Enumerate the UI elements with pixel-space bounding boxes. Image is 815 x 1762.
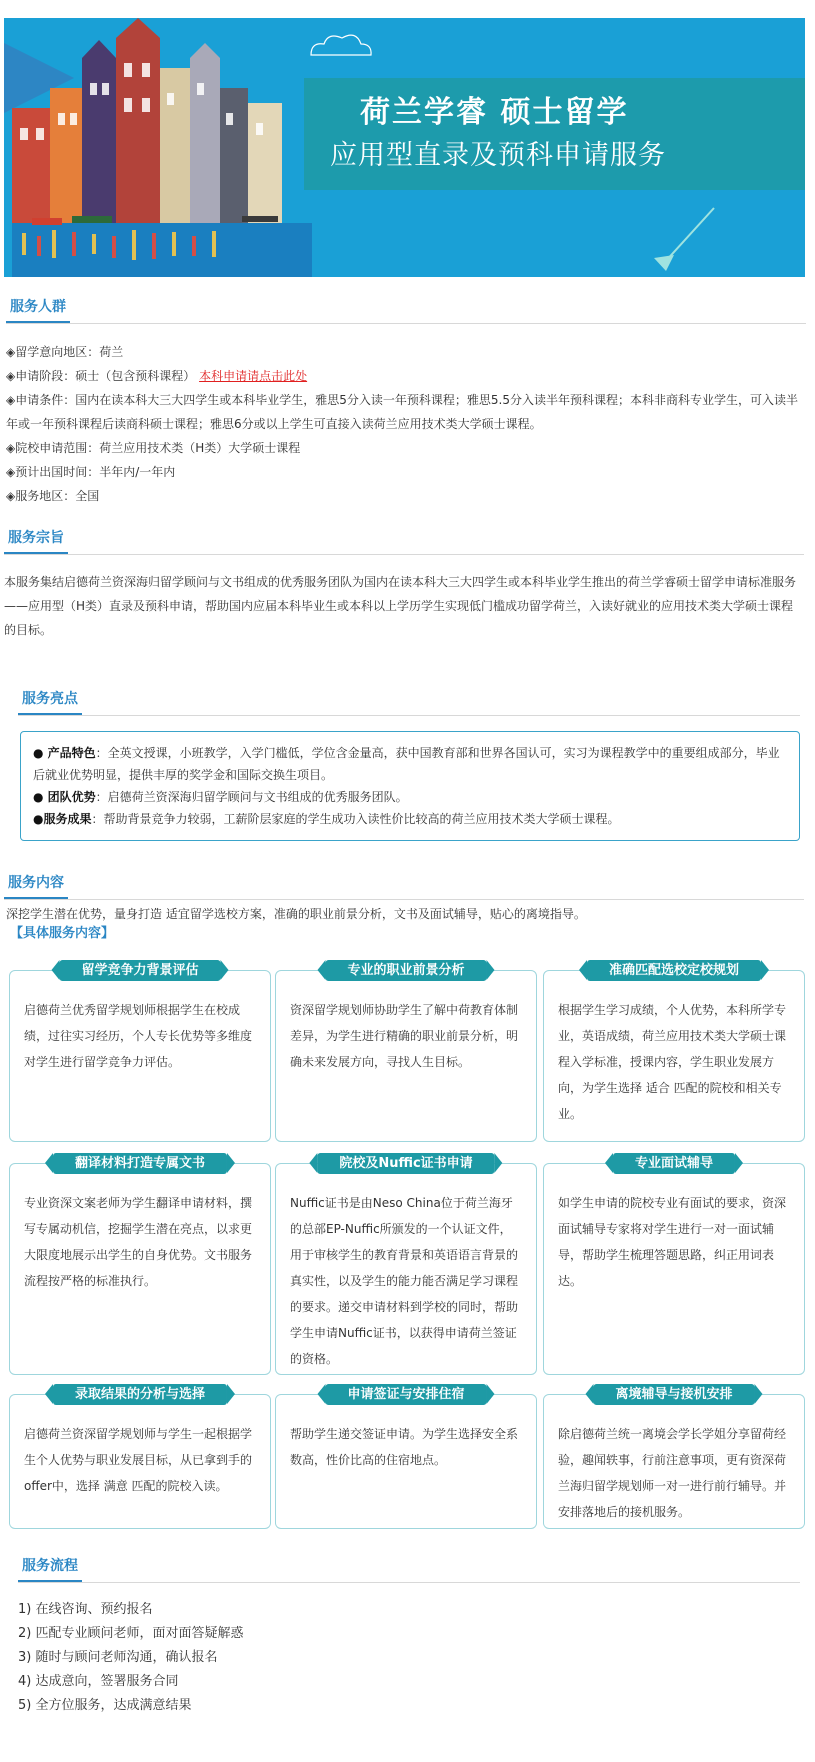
process-step: 3) 随时与顾问老师沟通，确认报名	[18, 1650, 218, 1665]
section-highlights-heading: 服务亮点	[18, 688, 800, 716]
amsterdam-houses-illustration	[12, 18, 312, 277]
audience-list	[6, 340, 806, 508]
service-card	[9, 963, 271, 1142]
process-step: 2) 匹配专业顾问老师，面对面答疑解惑	[18, 1626, 244, 1641]
highlight-item: ● 产品特色：全英文授课，小班教学，入学门槛低，学位含金量高，获中国教育部和世界各国认可，实习为课程教学中的重要组成部分，毕业后就业优势明显，提供丰厚的奖学金和国际交换生项目。	[33, 746, 780, 782]
section-content-heading: 服务内容	[4, 872, 804, 900]
highlight-item: ● 团队优势：启德荷兰资深海归留学顾问与文书组成的优秀服务团队。	[33, 790, 408, 804]
service-card-title: 专业的职业前景分析	[325, 960, 486, 981]
service-card	[543, 963, 805, 1142]
service-card	[275, 1387, 537, 1529]
service-card-title: 申请签证与安排住宿	[325, 1384, 486, 1405]
audience-item: ◈申请条件：国内在读本科大三大四学生或本科毕业学生，雅思5分入读一年预科课程；雅思5.5分入读半年预科课程；本科非商科专业学生，可入读半年或一年预科课程后读商科硕士课程；雅思6分或以上学生可直接入读荷兰应用技术类大学硕士课程。	[6, 393, 798, 431]
banner-subtitle: 应用型直录及预科申请服务	[330, 140, 666, 171]
service-card-body: 启德荷兰优秀留学规划师根据学生在校成绩，过往实习经历，个人专长优势等多维度对学生进行留学竞争力评估。	[24, 1003, 253, 1069]
service-card	[275, 1156, 537, 1375]
purpose-text: 本服务集结启德荷兰资深海归留学顾问与文书组成的优秀服务团队为国内在读本科大三大四学生或本科毕业学生推出的荷兰学睿硕士留学申请标准服务——应用型（H类）直录及预科申请，帮助国内应届本科毕业生或本科以上学历学生实现低门槛成功留学荷兰，入读好就业的应用技术类大学硕士课程的目标。	[4, 575, 797, 637]
service-card-title: 准确匹配选校定校规划	[587, 960, 761, 981]
audience-item: ◈院校申请范围：荷兰应用技术类（H类）大学硕士课程	[6, 441, 301, 455]
cloud-decoration	[306, 30, 376, 60]
banner-title: 荷兰学睿 硕士留学	[360, 95, 629, 130]
content-sub-label: 【具体服务内容】	[10, 926, 115, 941]
hero-banner	[4, 18, 805, 277]
service-card	[543, 1387, 805, 1529]
highlight-item: ●服务成果：帮助背景竞争力较弱，工薪阶层家庭的学生成功入读性价比较高的荷兰应用技术类大学硕士课程。	[33, 812, 620, 826]
service-card-body: 启德荷兰资深留学规划师与学生一起根据学生个人优势与职业发展目标，从已拿到手的offer中，选择 满意 匹配的院校入读。	[24, 1427, 253, 1493]
service-card-body: 如学生申请的院校专业有面试的要求，资深面试辅导专家将对学生进行一对一面试辅导，帮助学生梳理答题思路，纠正用词表达。	[558, 1196, 787, 1288]
audience-item: ◈服务地区：全国	[6, 489, 100, 503]
service-card-title: 翻译材料打造专属文书	[53, 1153, 227, 1174]
section-purpose-heading: 服务宗旨	[4, 527, 804, 555]
section-audience-heading: 服务人群	[6, 296, 806, 324]
service-card-body: 根据学生学习成绩，个人优势，本科所学专业，英语成绩，荷兰应用技术类大学硕士课程入学标准，授课内容，学生职业发展方向，为学生选择 适合 匹配的院校和相关专业。	[558, 1003, 787, 1121]
process-step: 1) 在线咨询、预约报名	[18, 1602, 153, 1617]
service-card-title: 留学竞争力背景评估	[59, 960, 220, 981]
audience-item: ◈预计出国时间：半年内/一年内	[6, 465, 176, 479]
section-process-heading: 服务流程	[18, 1555, 800, 1583]
service-card	[543, 1156, 805, 1375]
service-card-body: Nuffic证书是由Neso China位于荷兰海牙的总部EP-Nuffic所颁发的一个认证文件，用于审核学生的教育背景和英语语言背景的真实性，以及学生的能力能否满足学习课程的要求。递交申请材料到学校的同时，帮助学生申请Nuffic证书，以获得申请荷兰签证的资格。	[290, 1196, 519, 1366]
service-card	[9, 1387, 271, 1529]
service-card-body: 帮助学生递交签证申请。为学生选择安全系数高，性价比高的住宿地点。	[290, 1427, 519, 1467]
service-card-title: 专业面试辅导	[613, 1153, 735, 1174]
content-intro: 深挖学生潜在优势，量身打造 适宜留学选校方案，准确的职业前景分析，文书及面试辅导，贴心的离境指导。	[6, 907, 586, 921]
service-card	[9, 1156, 271, 1375]
service-card-body: 专业资深文案老师为学生翻译申请材料，撰写专属动机信，挖掘学生潜在亮点，以求更大限度地展示出学生的自身优势。文书服务流程按严格的标准执行。	[24, 1196, 253, 1288]
audience-item: ◈申请阶段：硕士（包含预科课程） 本科申请请点击此处	[6, 369, 308, 383]
service-card-body: 资深留学规划师协助学生了解中荷教育体制差异，为学生进行精确的职业前景分析，明确未来发展方向，寻找人生目标。	[290, 1003, 519, 1069]
process-step: 4) 达成意向，签署服务合同	[18, 1674, 179, 1689]
process-steps	[18, 1598, 243, 1718]
highlights-box	[20, 731, 800, 841]
process-step: 5) 全方位服务，达成满意结果	[18, 1698, 192, 1713]
service-card-title: 录取结果的分析与选择	[53, 1384, 227, 1405]
service-card-body: 除启德荷兰统一离境会学长学姐分享留荷经验，趣闻轶事，行前注意事项，更有资深荷兰海归留学规划师一对一进行前行辅导。并安排落地后的接机服务。	[558, 1427, 787, 1519]
service-card-title: 院校及Nuffic证书申请	[317, 1153, 494, 1174]
service-card	[275, 963, 537, 1142]
flag-decoration	[644, 203, 744, 277]
undergrad-apply-link[interactable]: 本科申请请点击此处	[199, 369, 308, 383]
service-card-title: 离境辅导与接机安排	[593, 1384, 754, 1405]
audience-item: ◈留学意向地区：荷兰	[6, 345, 124, 359]
